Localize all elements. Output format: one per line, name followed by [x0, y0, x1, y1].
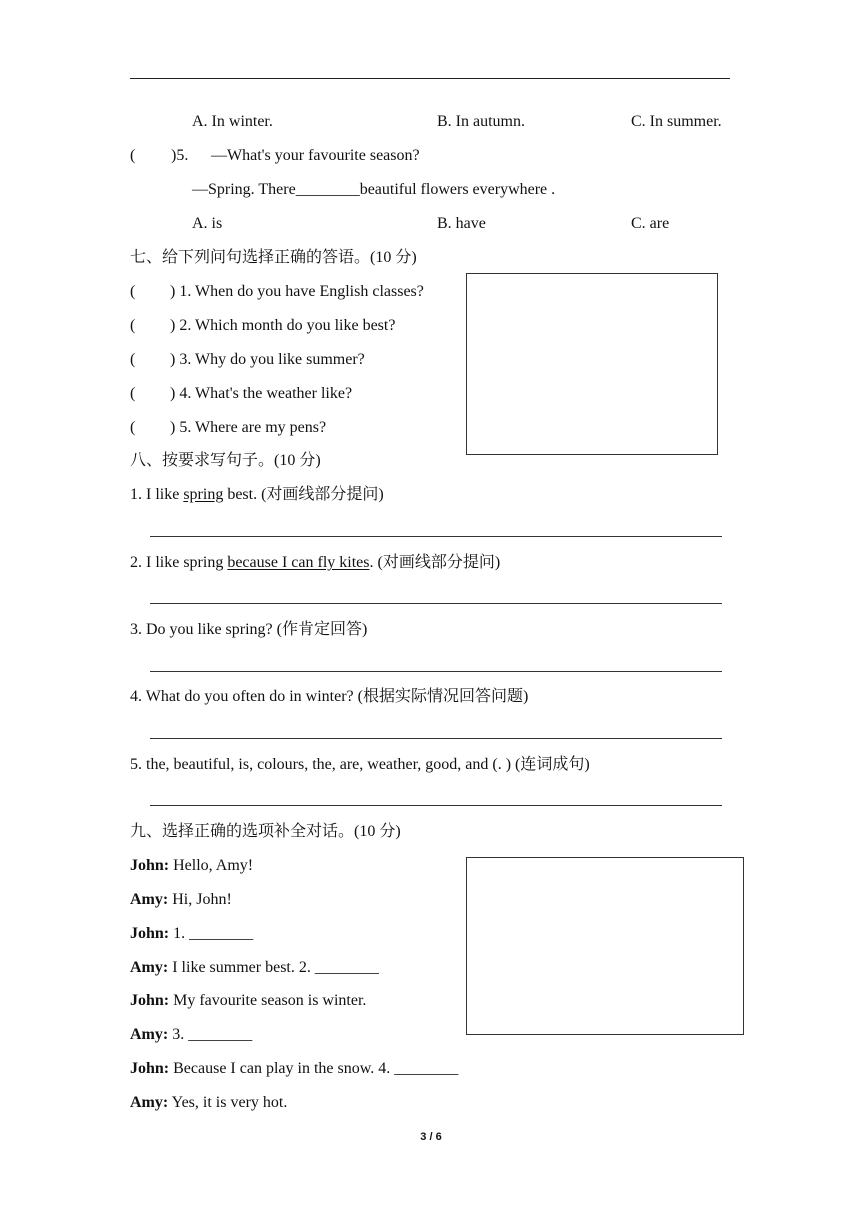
q5-option-c: C. are [631, 215, 670, 232]
q5-answer-post: beautiful flowers everywhere . [359, 181, 556, 198]
speaker-label: John: [130, 925, 170, 942]
section7-item-3: ) 3. Why do you like summer? [170, 351, 365, 368]
q5-answer [192, 180, 555, 200]
section7-paren-3: ( [130, 351, 136, 368]
section8-sentence-2 [130, 553, 500, 573]
answer-line-2[interactable] [150, 603, 722, 604]
answer-line-3[interactable] [150, 671, 722, 672]
q5-option-b: B. have [437, 215, 486, 232]
speaker-label: John: [130, 1060, 170, 1077]
q5-paren-open: ( [130, 147, 136, 164]
dialogue-text: Yes, it is very hot. [168, 1094, 288, 1111]
section8-sentence-3: 3. Do you like spring? (作肯定回答) [130, 621, 368, 638]
section9-title: 九、选择正确的选项补全对话。(10 分) [130, 823, 401, 840]
dialogue-line-1 [130, 856, 253, 876]
section8-sentence-1 [130, 485, 384, 505]
answer-line-5[interactable] [150, 805, 722, 806]
dialogue-line-4 [130, 958, 379, 978]
dialogue-text: My favourite season is winter. [169, 992, 367, 1009]
section7-item-1: ) 1. When do you have English classes? [170, 283, 424, 300]
s1-underlined: spring [183, 486, 224, 503]
q5-option-a: A. is [192, 215, 223, 232]
q4-option-b: B. In autumn. [437, 113, 525, 130]
dialogue-text: 3. ________ [168, 1026, 253, 1043]
speaker-label: John: [130, 992, 170, 1009]
dialogue-line-6 [130, 1025, 252, 1045]
q5-number: )5. [171, 147, 189, 164]
section7-item-2: ) 2. Which month do you like best? [170, 317, 396, 334]
section7-answer-box [466, 273, 718, 455]
speaker-label: John: [130, 857, 170, 874]
section9-options-box [466, 857, 744, 1035]
dialogue-line-3 [130, 924, 253, 944]
speaker-label: Amy: [130, 959, 169, 976]
speaker-label: Amy: [130, 1026, 169, 1043]
section8-sentence-4: 4. What do you often do in winter? (根据实际情况回答问题) [130, 688, 529, 705]
s1-post: best. (对画线部分提问) [223, 486, 384, 503]
q5-blank: ________ [295, 181, 360, 198]
section7-paren-1: ( [130, 283, 136, 300]
dialogue-line-2 [130, 890, 232, 910]
dialogue-text: Hi, John! [168, 891, 232, 908]
answer-line-1[interactable] [150, 536, 722, 537]
s2-underlined: because I can fly kites [227, 554, 370, 571]
dialogue-text: 1. ________ [169, 925, 254, 942]
section7-item-5: ) 5. Where are my pens? [170, 419, 327, 436]
dialogue-line-5 [130, 991, 366, 1011]
speaker-label: Amy: [130, 891, 169, 908]
q4-option-c: C. In summer. [631, 113, 722, 130]
q5-answer-pre: —Spring. There [192, 181, 296, 198]
q5-question: —What's your favourite season? [211, 147, 420, 164]
dialogue-text: I like summer best. 2. ________ [168, 959, 379, 976]
s2-pre: 2. I like spring [130, 554, 228, 571]
dialogue-text: Because I can play in the snow. 4. ________ [169, 1060, 459, 1077]
header-rule [130, 78, 730, 79]
s2-post: . (对画线部分提问) [369, 554, 501, 571]
dialogue-line-7 [130, 1059, 458, 1079]
q4-option-a: A. In winter. [192, 113, 273, 130]
section7-paren-2: ( [130, 317, 136, 334]
page-number: 3 / 6 [420, 1131, 442, 1143]
answer-line-4[interactable] [150, 738, 722, 739]
section7-title: 七、给下列问句选择正确的答语。(10 分) [130, 249, 417, 266]
speaker-label: Amy: [130, 1094, 169, 1111]
s1-pre: 1. I like [130, 486, 184, 503]
dialogue-text: Hello, Amy! [169, 857, 254, 874]
section7-item-4: ) 4. What's the weather like? [170, 385, 353, 402]
section7-paren-4: ( [130, 385, 136, 402]
section7-paren-5: ( [130, 419, 136, 436]
dialogue-line-8 [130, 1093, 287, 1113]
section8-sentence-5: 5. the, beautiful, is, colours, the, are, weather, good, and (. ) (连词成句) [130, 756, 590, 773]
section8-title: 八、按要求写句子。(10 分) [130, 452, 321, 469]
